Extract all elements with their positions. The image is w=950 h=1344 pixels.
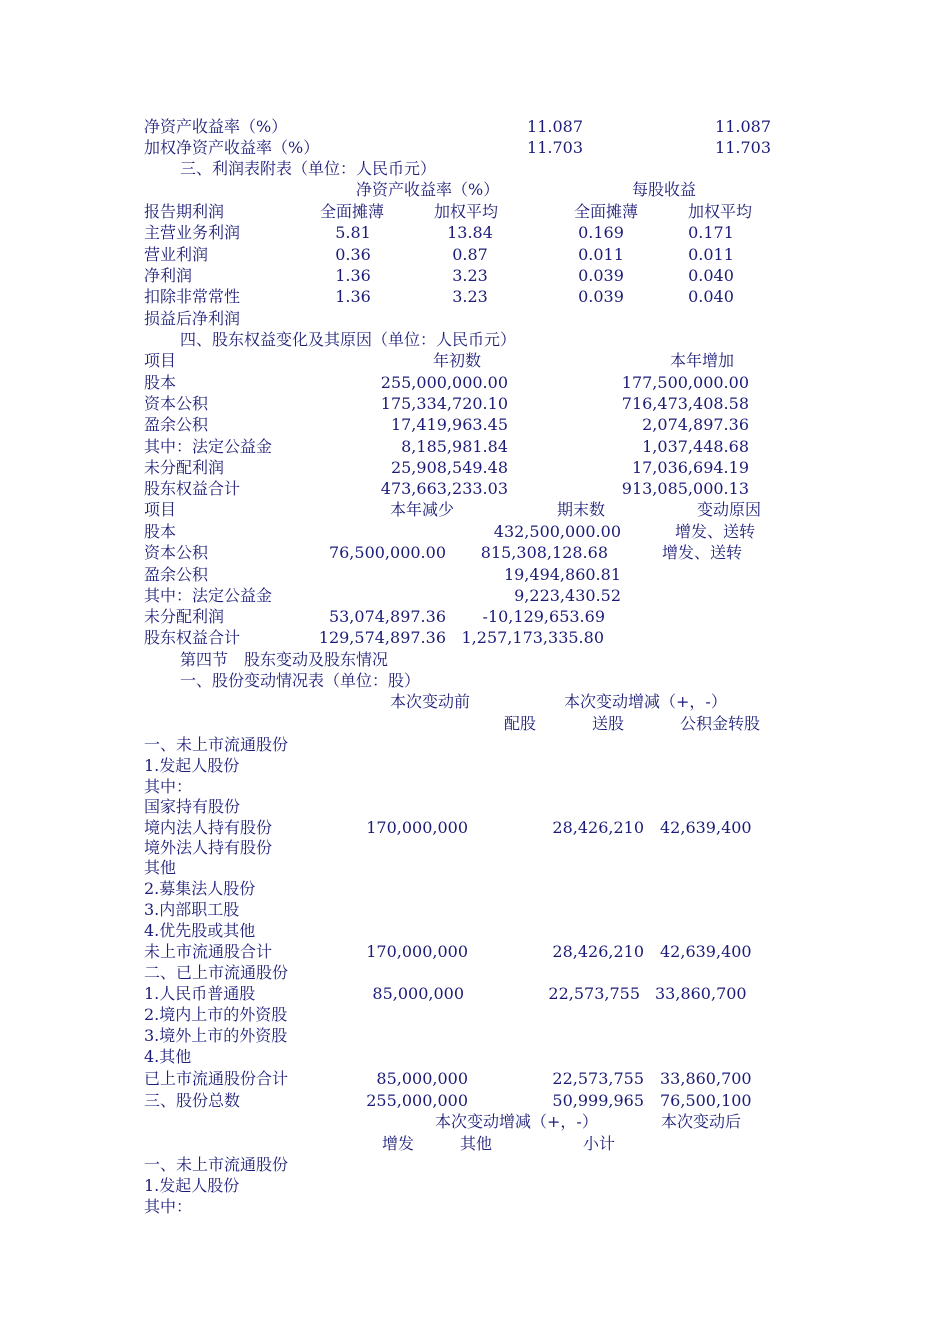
cell: 8,185,981.84 — [401, 437, 508, 456]
cell: 33,860,700 — [660, 1069, 752, 1088]
row-label: 已上市流通股份合计 — [144, 1069, 289, 1088]
row-label: 其中： — [144, 1197, 193, 1216]
column-header: 本次变动后 — [661, 1112, 742, 1131]
cell: 19,494,860.81 — [503, 565, 621, 584]
row-label: 2.境内上市的外资股 — [144, 1005, 288, 1024]
roe-value: 11.703 — [527, 138, 583, 157]
cell: 0.169 — [578, 223, 624, 242]
cell: 1.36 — [335, 266, 371, 285]
section-title: 一、股份变动情况表（单位：股） — [180, 671, 421, 690]
row-label: 股东权益合计 — [144, 479, 241, 498]
row-label: 1.发起人股份 — [144, 756, 240, 775]
column-header: 公积金转股 — [680, 714, 761, 733]
column-header: 年初数 — [433, 351, 482, 370]
column-header: 项目 — [144, 351, 177, 370]
cell: 3.23 — [452, 266, 488, 285]
row-label: 3.内部职工股 — [144, 900, 240, 919]
column-header: 送股 — [592, 714, 625, 733]
cell: 33,860,700 — [655, 984, 747, 1003]
cell: 432,500,000.00 — [493, 522, 621, 541]
column-header: 加权平均 — [434, 202, 499, 221]
row-label: 1.人民币普通股 — [144, 984, 256, 1003]
cell: 0.039 — [578, 266, 624, 285]
row-label: 股东权益合计 — [144, 628, 241, 647]
cell: 815,308,128.68 — [480, 543, 608, 562]
cell: 42,639,400 — [660, 942, 752, 961]
row-label: 损益后净利润 — [144, 309, 241, 328]
column-header: 本次变动增减（+，-） — [435, 1112, 598, 1131]
row-label: 盈余公积 — [144, 565, 209, 584]
roe-value: 11.087 — [715, 117, 771, 136]
column-header: 本年减少 — [390, 500, 455, 519]
row-label: 4.优先股或其他 — [144, 921, 256, 940]
column-header: 本次变动前 — [390, 692, 471, 711]
cell: 5.81 — [335, 223, 371, 242]
cell: 1,037,448.68 — [642, 437, 749, 456]
cell: 913,085,000.13 — [621, 479, 749, 498]
row-label: 股本 — [144, 373, 177, 392]
cell: 1,257,173,335.80 — [461, 628, 604, 647]
row-label: 股本 — [144, 522, 177, 541]
cell: 76,500,000.00 — [328, 543, 446, 562]
row-label: 境内法人持有股份 — [144, 818, 273, 837]
cell: 9,223,430.52 — [514, 586, 621, 605]
roe-value: 11.087 — [527, 117, 583, 136]
cell: -10,129,653.69 — [482, 607, 605, 626]
column-header: 全面摊薄 — [574, 202, 639, 221]
row-label: 资本公积 — [144, 394, 209, 413]
column-header: 期末数 — [557, 500, 606, 519]
cell: 25,908,549.48 — [390, 458, 508, 477]
cell: 473,663,233.03 — [380, 479, 508, 498]
row-label: 其他 — [144, 858, 177, 877]
roe-value: 11.703 — [715, 138, 771, 157]
cell: 1.36 — [335, 287, 371, 306]
cell: 716,473,408.58 — [621, 394, 749, 413]
row-label: 一、未上市流通股份 — [144, 1155, 289, 1174]
column-header: 全面摊薄 — [320, 202, 385, 221]
row-label: 盈余公积 — [144, 415, 209, 434]
cell: 53,074,897.36 — [328, 607, 446, 626]
column-header: 增发 — [382, 1134, 415, 1153]
cell: 170,000,000 — [366, 818, 468, 837]
cell: 22,573,755 — [548, 984, 640, 1003]
cell: 85,000,000 — [376, 1069, 468, 1088]
cell: 13.84 — [447, 223, 493, 242]
row-label: 其中：法定公益金 — [144, 437, 273, 456]
cell: 增发、送转 — [675, 522, 756, 541]
cell: 0.87 — [452, 245, 488, 264]
cell: 0.011 — [688, 245, 734, 264]
cell: 76,500,100 — [660, 1091, 752, 1110]
cell: 0.040 — [688, 287, 734, 306]
row-label: 4.其他 — [144, 1047, 192, 1066]
section-title: 三、利润表附表（单位：人民币元） — [180, 159, 437, 178]
cell: 17,036,694.19 — [631, 458, 749, 477]
cell: 177,500,000.00 — [621, 373, 749, 392]
column-header: 其他 — [460, 1134, 493, 1153]
row-label: 3.境外上市的外资股 — [144, 1026, 288, 1045]
row-label: 三、股份总数 — [144, 1091, 241, 1110]
column-header: 加权平均 — [688, 202, 753, 221]
row-label: 主营业务利润 — [144, 223, 241, 242]
row-label: 未上市流通股合计 — [144, 942, 273, 961]
column-header: 本次变动增减（+，-） — [564, 692, 727, 711]
row-label: 未分配利润 — [144, 607, 225, 626]
row-label: 1.发起人股份 — [144, 1176, 240, 1195]
cell: 255,000,000.00 — [380, 373, 508, 392]
cell: 50,999,965 — [552, 1091, 644, 1110]
row-label: 其中： — [144, 777, 193, 796]
row-label: 境外法人持有股份 — [144, 838, 273, 857]
row-label: 未分配利润 — [144, 458, 225, 477]
cell: 0.039 — [578, 287, 624, 306]
cell: 22,573,755 — [552, 1069, 644, 1088]
row-label: 2.募集法人股份 — [144, 879, 256, 898]
cell: 28,426,210 — [552, 818, 644, 837]
column-header: 净资产收益率（%） — [356, 180, 500, 199]
cell: 0.36 — [335, 245, 371, 264]
cell: 85,000,000 — [372, 984, 464, 1003]
cell: 170,000,000 — [366, 942, 468, 961]
row-label: 其中：法定公益金 — [144, 586, 273, 605]
cell: 175,334,720.10 — [380, 394, 508, 413]
column-header: 本年增加 — [670, 351, 735, 370]
cell: 42,639,400 — [660, 818, 752, 837]
column-header: 每股收益 — [632, 180, 697, 199]
cell: 增发、送转 — [662, 543, 743, 562]
cell: 129,574,897.36 — [318, 628, 446, 647]
row-label: 国家持有股份 — [144, 797, 241, 816]
roe-label: 加权净资产收益率（%） — [144, 138, 320, 157]
row-label: 一、未上市流通股份 — [144, 735, 289, 754]
cell: 0.171 — [688, 223, 734, 242]
column-header: 变动原因 — [697, 500, 762, 519]
cell: 0.040 — [688, 266, 734, 285]
column-header: 小计 — [583, 1134, 616, 1153]
roe-label: 净资产收益率（%） — [144, 117, 288, 136]
column-header: 项目 — [144, 500, 177, 519]
column-header: 配股 — [504, 714, 537, 733]
cell: 255,000,000 — [366, 1091, 468, 1110]
cell: 3.23 — [452, 287, 488, 306]
cell: 2,074,897.36 — [642, 415, 749, 434]
row-label: 二、已上市流通股份 — [144, 963, 289, 982]
cell: 0.011 — [578, 245, 624, 264]
chapter-title: 第四节 股东变动及股东情况 — [180, 650, 389, 669]
row-label: 扣除非常常性 — [144, 287, 241, 306]
row-label: 资本公积 — [144, 543, 209, 562]
row-label: 营业利润 — [144, 245, 209, 264]
section-title: 四、股东权益变化及其原因（单位：人民币元） — [180, 330, 517, 349]
cell: 28,426,210 — [552, 942, 644, 961]
row-label: 净利润 — [144, 266, 193, 285]
cell: 17,419,963.45 — [390, 415, 508, 434]
column-header: 报告期利润 — [144, 202, 225, 221]
